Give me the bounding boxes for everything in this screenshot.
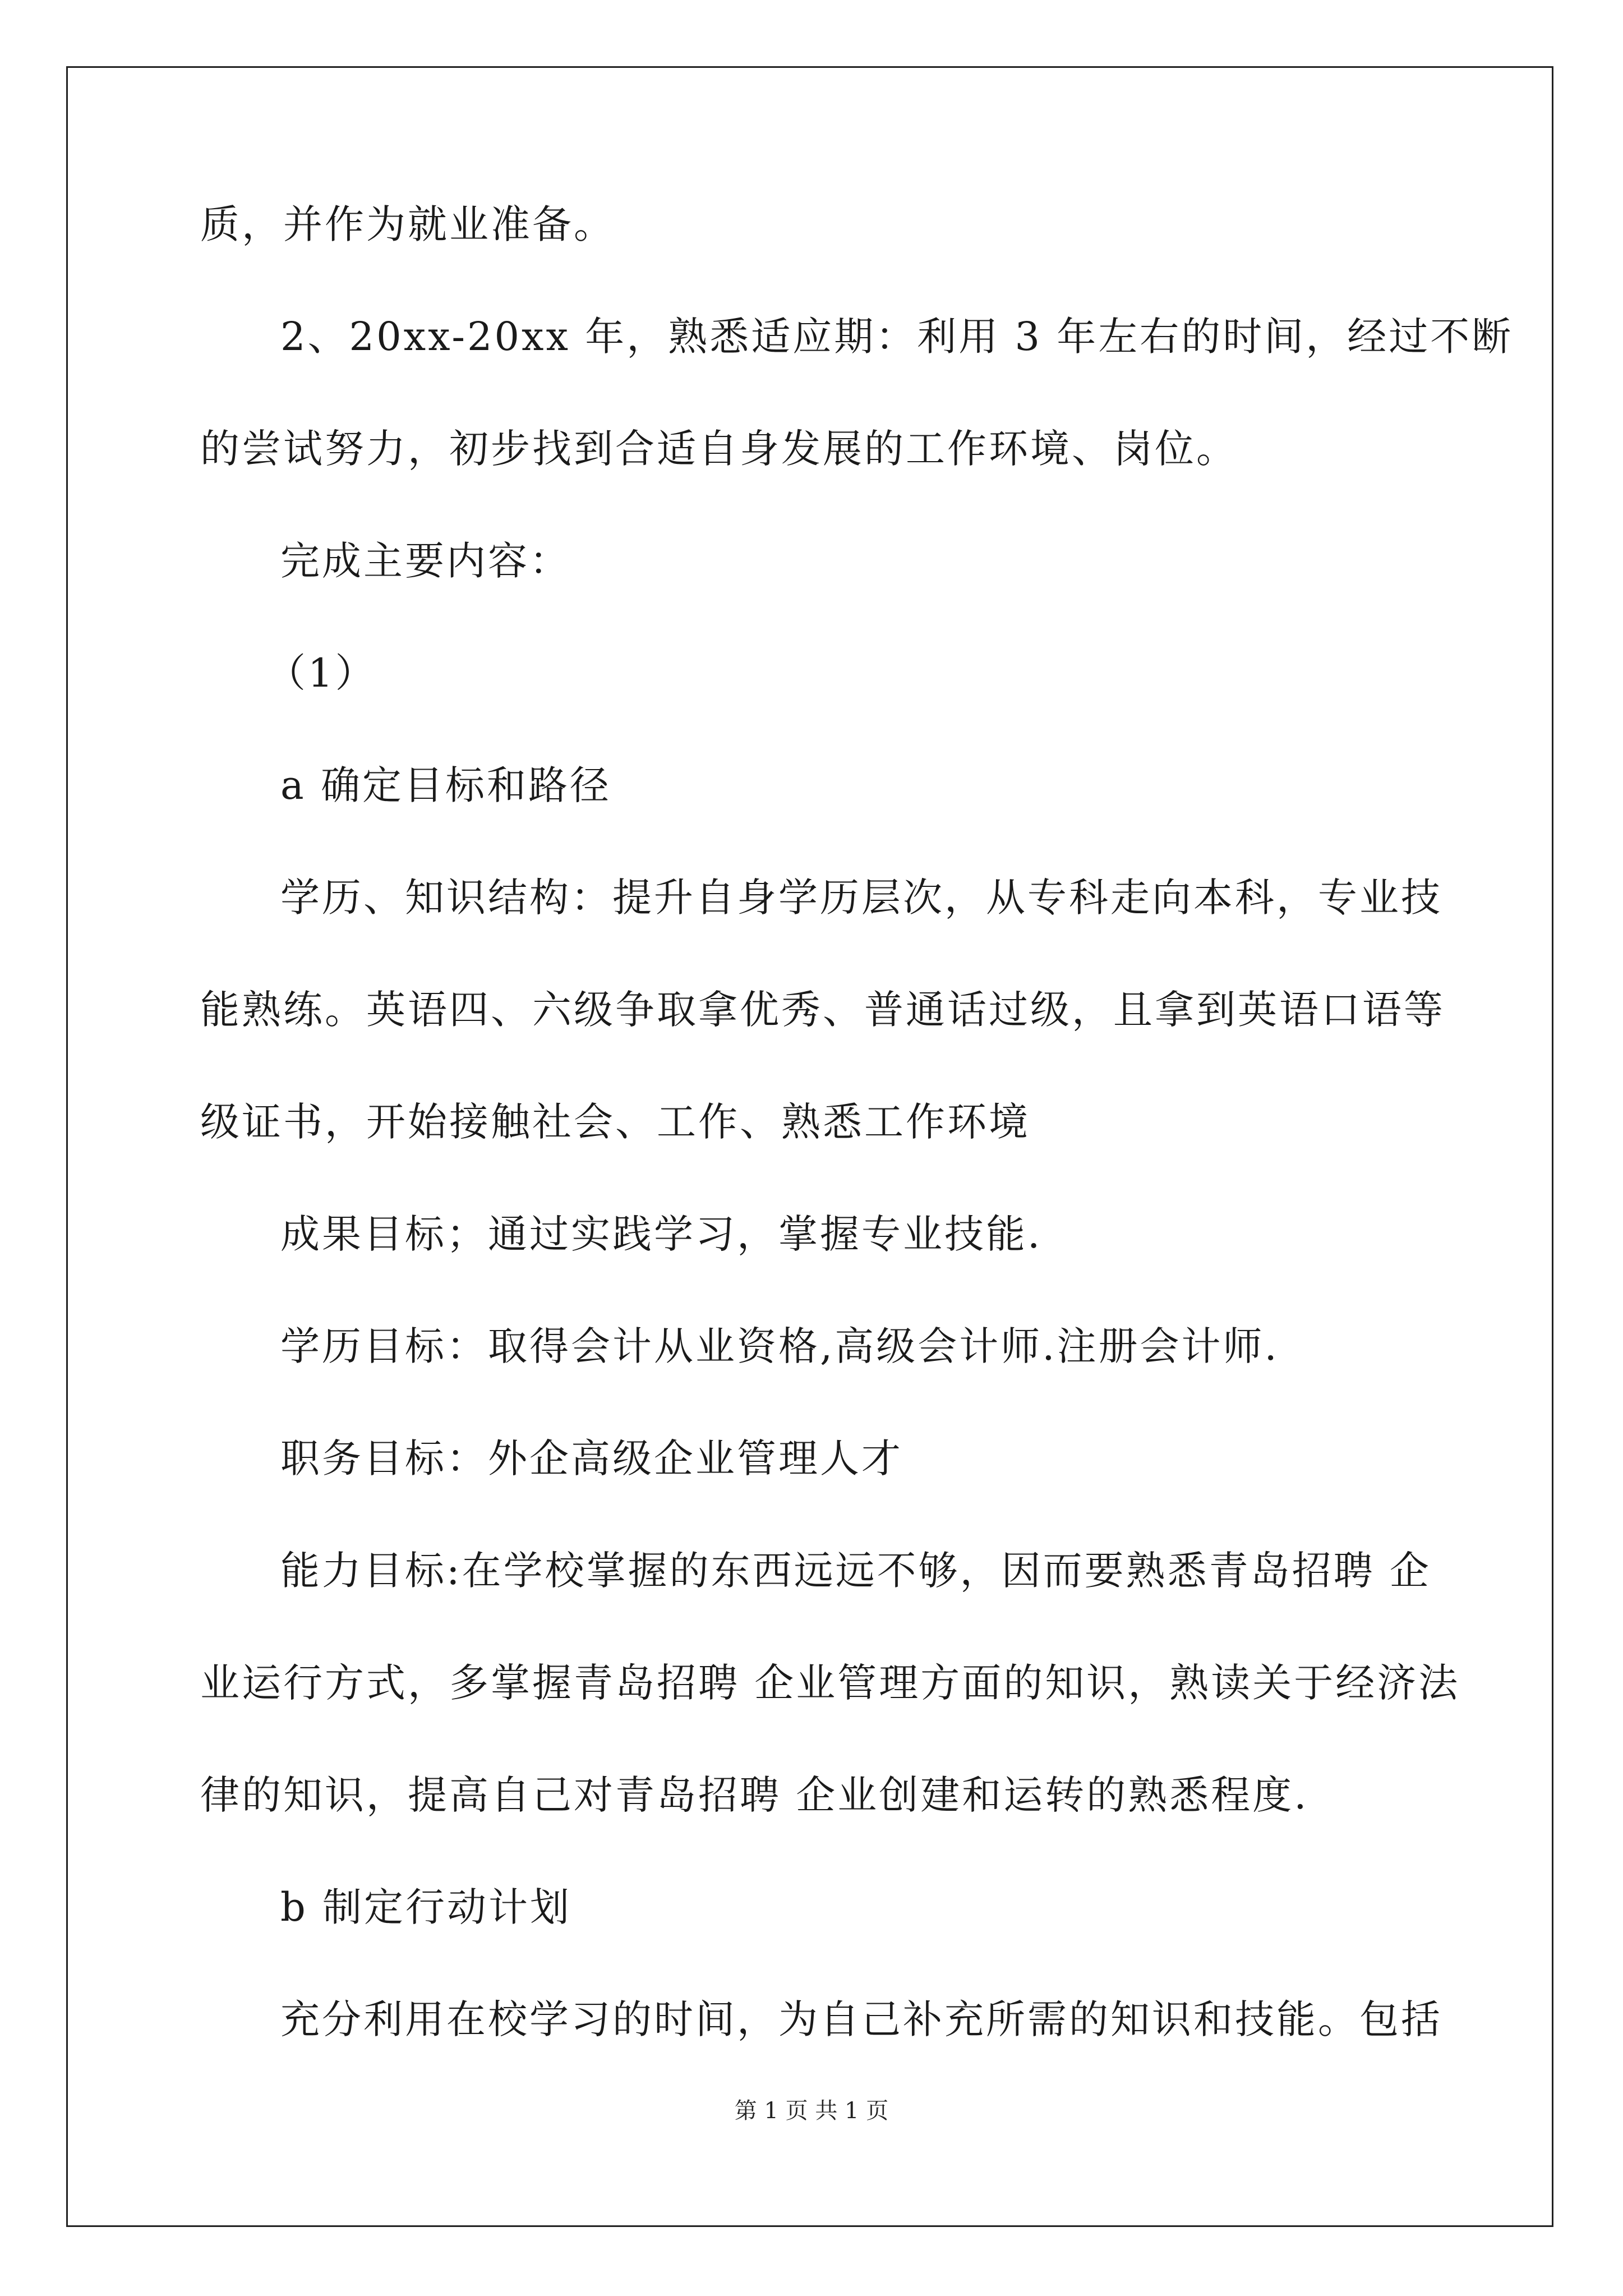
paragraph-line: 律的知识，提高自己对青岛招聘 企业创建和运转的熟悉程度. (200, 1772, 1309, 1818)
paragraph-line: 完成主要内容： (280, 538, 571, 584)
paragraph-line: 职务目标：外企高级企业管理人才 (280, 1435, 903, 1481)
paragraph-line: 质，并作为就业准备。 (200, 201, 615, 247)
page-footer: 第 1 页 共 1 页 (734, 2098, 889, 2124)
paragraph-line: 的尝试努力，初步找到合适自身发展的工作环境、岗位。 (200, 426, 1238, 472)
section-heading: b 制定行动计划 (280, 1884, 572, 1930)
paragraph-line: 业运行方式，多掌握青岛招聘 企业管理方面的知识，熟读关于经济法 (200, 1660, 1460, 1706)
paragraph-line: 能力目标:在学校掌握的东西远远不够，因而要熟悉青岛招聘 企 (280, 1548, 1431, 1594)
paragraph-line: （1） (266, 650, 377, 696)
section-heading: a 确定目标和路径 (280, 762, 611, 808)
paragraph-line: 成果目标；通过实践学习，掌握专业技能. (280, 1211, 1043, 1257)
paragraph-line: 能熟练。英语四、六级争取拿优秀、普通话过级，且拿到英语口语等 (200, 987, 1445, 1033)
paragraph-line: 级证书，开始接触社会、工作、熟悉工作环境 (200, 1099, 1030, 1145)
paragraph-line: 充分利用在校学习的时间，为自己补充所需的知识和技能。包括 (280, 1996, 1442, 2042)
paragraph-line: 学历、知识结构：提升自身学历层次，从专科走向本科，专业技 (280, 875, 1442, 921)
paragraph-line: 2、20xx-20xx 年，熟悉适应期：利用 3 年左右的时间，经过不断 (280, 314, 1514, 360)
paragraph-line: 学历目标：取得会计从业资格,高级会计师.注册会计师. (280, 1323, 1279, 1369)
